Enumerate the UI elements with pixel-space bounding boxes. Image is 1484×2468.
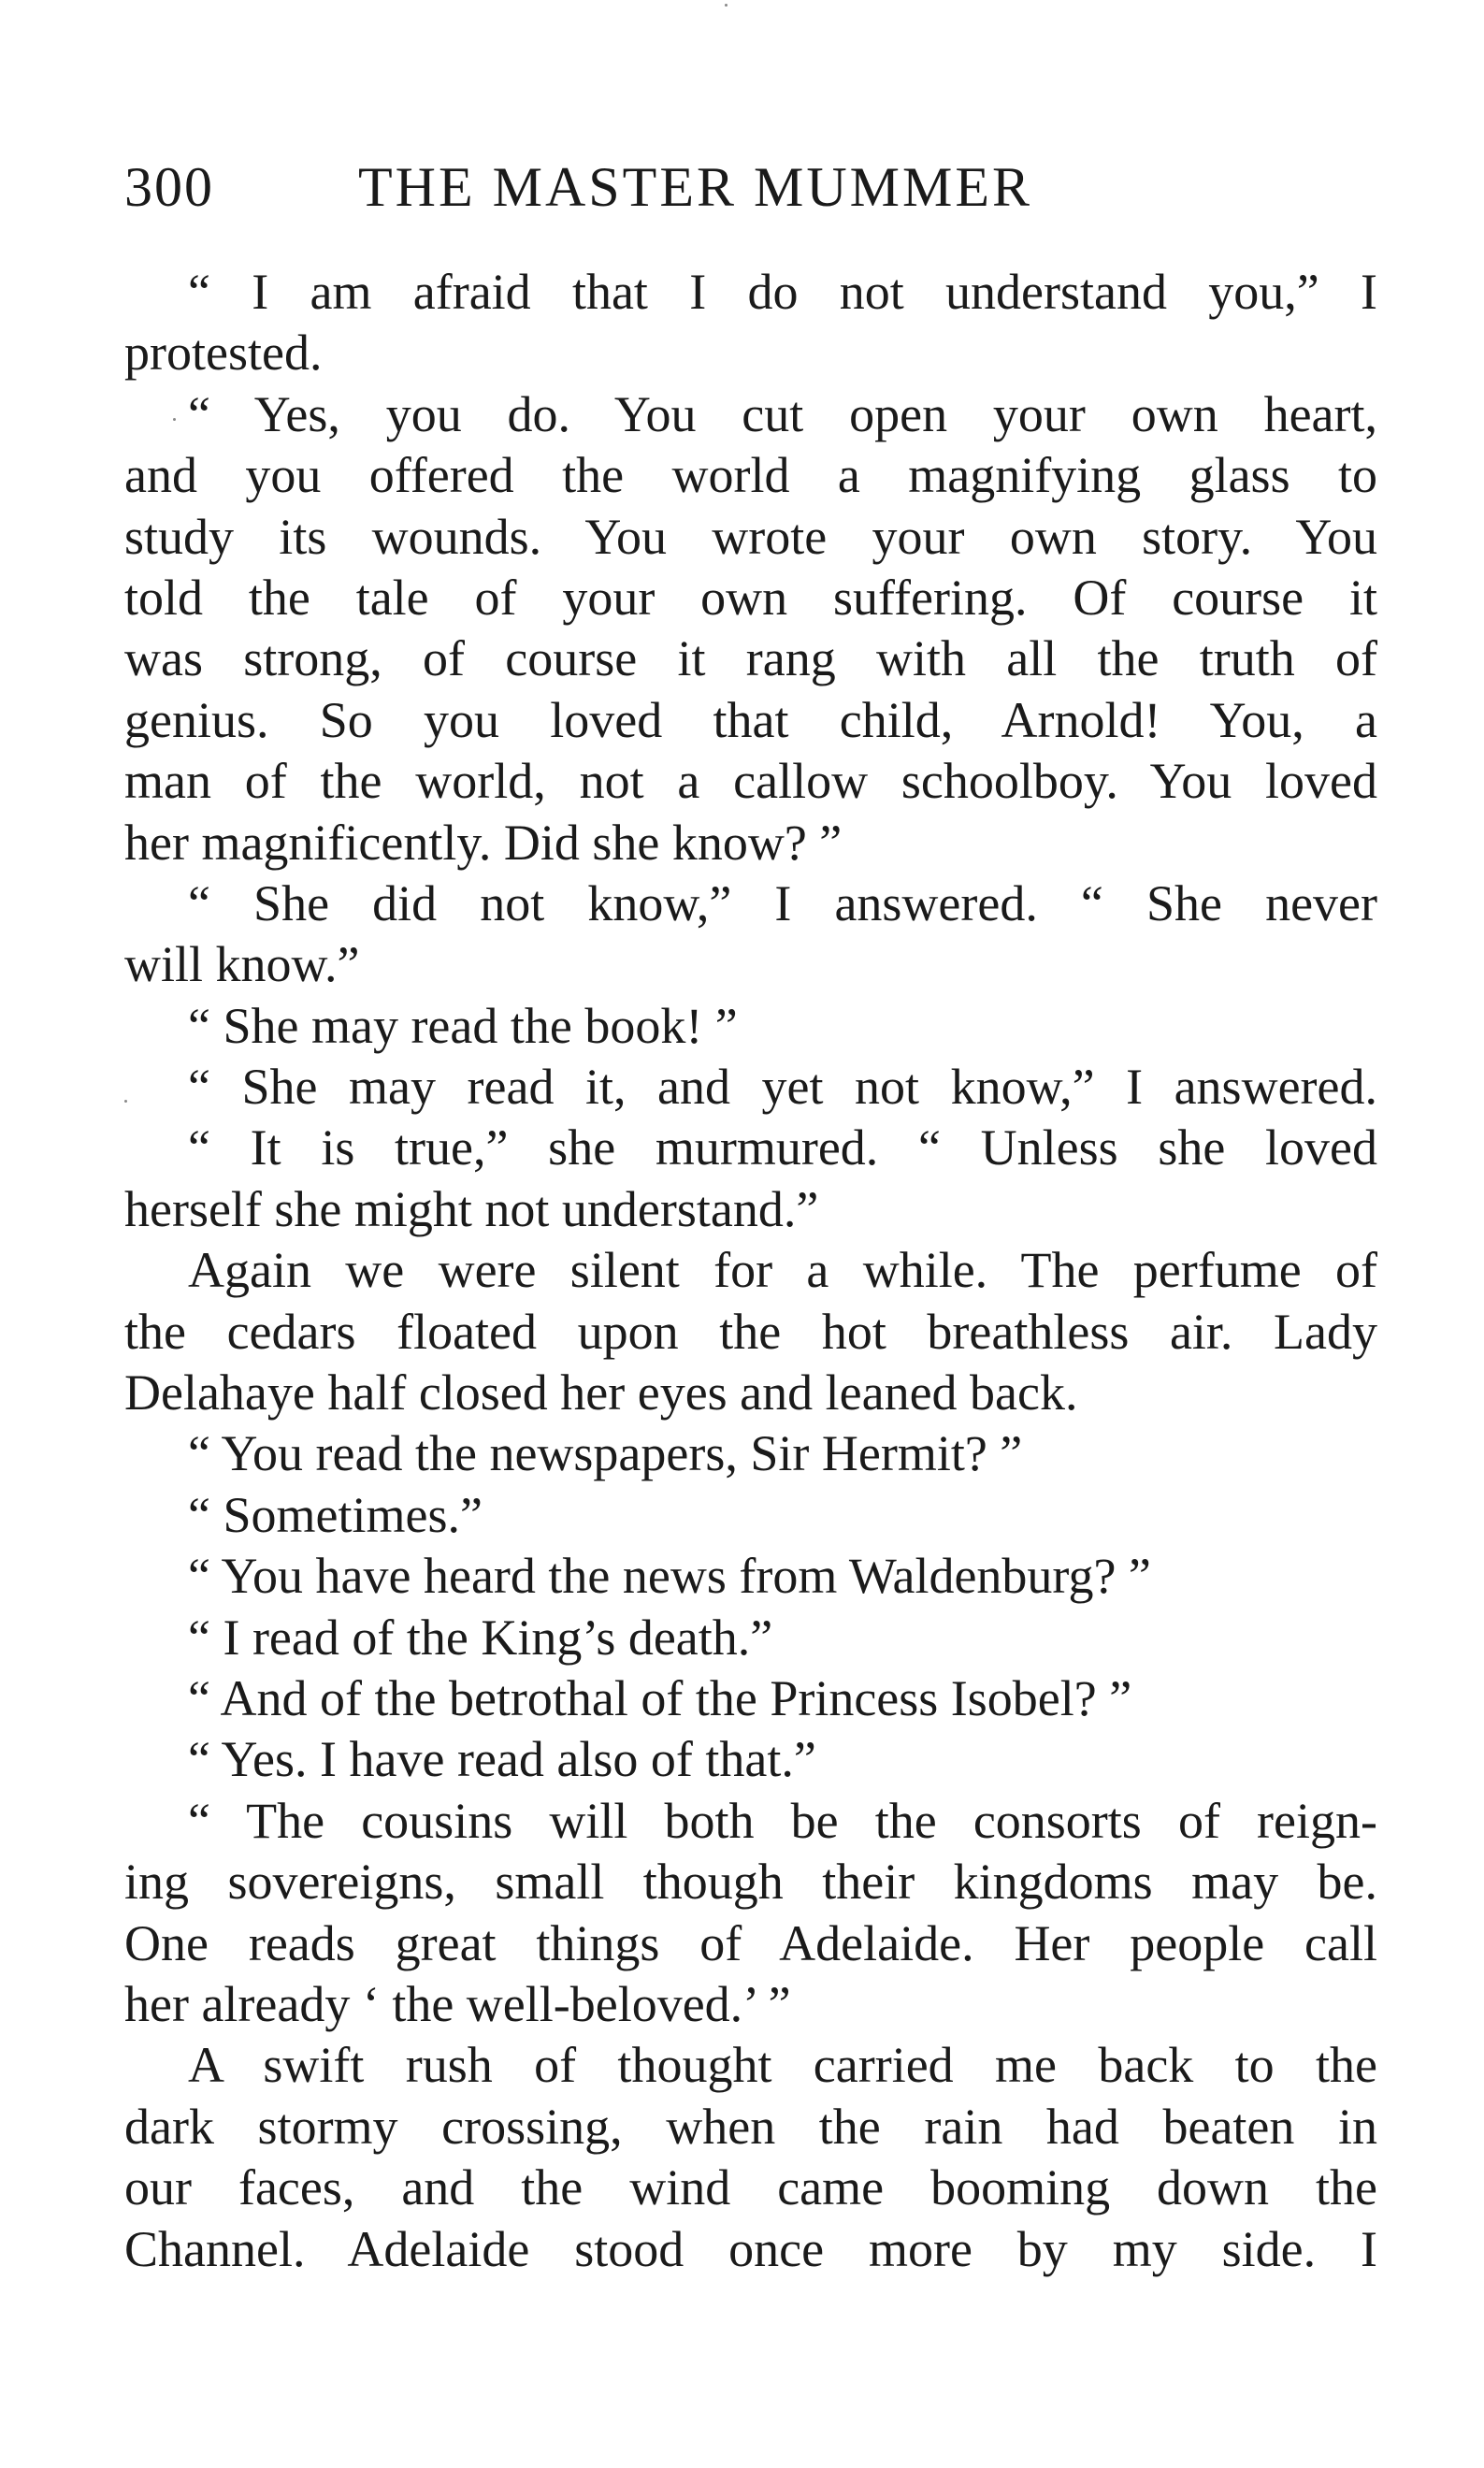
page-number: 300 xyxy=(124,156,214,218)
body-text xyxy=(124,262,1377,2280)
text-line: our faces, and the wind came booming down the xyxy=(124,2159,1377,2216)
text-line: “ Sometimes.” xyxy=(188,1486,483,1543)
text-line: and you offered the world a magnifying glass to xyxy=(124,447,1377,504)
text-line: told the tale of your own suffering. Of course it xyxy=(124,569,1377,626)
text-line: protested. xyxy=(124,325,323,382)
text-line: “ I am afraid that I do not understand you,” I xyxy=(188,264,1377,320)
text-line: “ It is true,” she murmured. “ Unless she loved xyxy=(188,1119,1377,1176)
text-line: her already ‘ the well-beloved.’ ” xyxy=(124,1975,791,2032)
text-line: “ She may read the book! ” xyxy=(188,997,738,1054)
text-line: genius. So you loved that child, Arnold! You, a xyxy=(124,691,1377,748)
text-line: “ You have heard the news from Waldenburg? ” xyxy=(188,1548,1151,1605)
text-line: A swift rush of thought carried me back to the xyxy=(188,2037,1377,2094)
running-title: THE MASTER MUMMER xyxy=(358,156,1033,218)
text-line: “ Yes. I have read also of that.” xyxy=(188,1731,816,1788)
scan-speck xyxy=(124,1100,127,1103)
text-line: Channel. Adelaide stood once more by my side. I xyxy=(124,2220,1377,2277)
text-line: “ I read of the King’s death.” xyxy=(188,1609,773,1666)
text-line: will know.” xyxy=(124,936,360,993)
text-line: “ And of the betrothal of the Princess Isobel? ” xyxy=(188,1669,1132,1726)
text-line: Again we were silent for a while. The perfume of xyxy=(188,1242,1377,1299)
text-line: “ She may read it, and yet not know,” I answered. xyxy=(188,1059,1377,1116)
page-header xyxy=(124,150,1377,224)
text-line: herself she might not understand.” xyxy=(124,1180,819,1237)
text-line: “ You read the newspapers, Sir Hermit? ” xyxy=(188,1425,1023,1482)
text-line: Delahaye half closed her eyes and leaned back. xyxy=(124,1364,1078,1422)
text-line: “ Yes, you do. You cut open your own heart, xyxy=(188,385,1377,442)
text-line: was strong, of course it rang with all the truth of xyxy=(124,630,1377,687)
text-line: man of the world, not a callow schoolboy. You loved xyxy=(124,753,1377,810)
text-line: the cedars floated upon the hot breathless air. Lady xyxy=(124,1303,1377,1360)
text-line: dark stormy crossing, when the rain had beaten in xyxy=(124,2098,1377,2155)
scan-speck xyxy=(725,4,728,7)
scan-speck xyxy=(173,418,176,421)
text-line: “ The cousins will both be the consorts of reign- xyxy=(188,1792,1377,1849)
text-line: ing sovereigns, small though their kingdoms may be. xyxy=(124,1854,1377,1911)
text-line: “ She did not know,” I answered. “ She never xyxy=(188,874,1377,931)
text-line: study its wounds. You wrote your own story. You xyxy=(124,508,1377,565)
text-line: her magnificently. Did she know? ” xyxy=(124,814,843,871)
text-line: One reads great things of Adelaide. Her people call xyxy=(124,1914,1377,1971)
